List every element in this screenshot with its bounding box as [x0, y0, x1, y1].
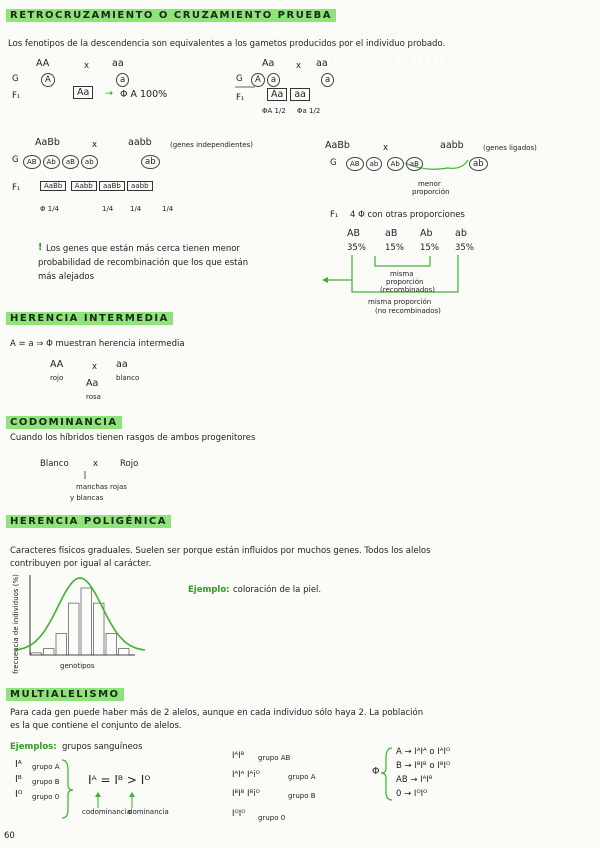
multi-ejemplo: Ejemplos:: [10, 742, 57, 752]
intermedia-parent1-label: rojo: [50, 374, 64, 382]
retro-c2-gamete3: a: [321, 73, 334, 87]
dihib-right-gamete: aB: [406, 157, 423, 171]
multi-geno-symbol: IᴬIᴬ Iᴬiᴼ: [232, 770, 260, 780]
dihib-left-freq: 1/4: [102, 205, 114, 213]
chart-bar: [44, 649, 55, 655]
retro-c2-parent2: aa: [316, 58, 328, 69]
retro-c2-label2: Φa 1/2: [297, 107, 321, 115]
dihib-left-parent2: aabb: [128, 137, 152, 148]
dihib-note-l3: más alejados: [38, 272, 95, 282]
poligenica-xlabel: genotipos: [60, 662, 95, 670]
dihib-right-gamete: AB: [346, 157, 364, 171]
codominancia-result2: y blancas: [70, 494, 104, 502]
multi-geno-symbol: IᴼIᴼ: [232, 809, 246, 819]
poligenica-ejemplo-text: coloración de la piel.: [233, 585, 322, 595]
chart-bar: [106, 633, 117, 655]
dihib-note-bang: !: [38, 242, 43, 253]
dihib-left-g: G: [12, 155, 19, 165]
dihib-left-freq: 1/4: [130, 205, 142, 213]
codominancia-cross: x: [93, 459, 99, 469]
multi-allele-group: grupo A: [32, 763, 60, 771]
codominancia-text: Cuando los híbridos tienen rasgos de ambos progenitores: [10, 433, 256, 443]
multi-relation: Iᴬ = Iᴮ > Iᴼ: [88, 773, 151, 787]
dihib-note-l2: probabilidad de recombinación que los que están: [38, 258, 249, 268]
retro-c1-cross: x: [84, 61, 90, 71]
intermedia-result: Aa: [86, 378, 99, 389]
section-title-intermedia: HERENCIA INTERMEDIA: [6, 312, 173, 325]
multi-allele-symbol: Iᴬ: [15, 759, 22, 770]
multi-ejemplo-text: grupos sanguíneos: [62, 742, 143, 752]
dihib-right-type: aB: [385, 228, 398, 239]
dihib-left-note: (genes independientes): [170, 141, 253, 149]
dihib-right-misma5: (no recombinados): [375, 307, 441, 315]
dihib-left-cross: x: [92, 140, 98, 150]
chart-bar: [69, 603, 80, 655]
dihib-left-result: aaBb: [99, 181, 125, 191]
multi-phi: Φ: [372, 766, 380, 777]
dihib-right-misma1: misma: [390, 270, 414, 278]
dihib-right-pct: 15%: [420, 243, 439, 253]
chart-bar: [31, 653, 42, 655]
multi-pheno: A → IᴬIᴬ o IᴬIᴼ: [396, 747, 451, 757]
dihib-right-note: (genes ligados): [483, 144, 537, 152]
dihib-right-type: ab: [455, 228, 467, 239]
page-number: 60: [4, 831, 15, 841]
retro-c2-result1: Aa: [267, 88, 287, 101]
dihib-right-misma2: proporción: [386, 278, 424, 286]
multi-geno-group: grupo B: [288, 792, 316, 800]
multi-text1: Para cada gen puede haber más de 2 alelos, aunque en cada individuo sólo haya 2. La población: [10, 708, 424, 718]
section-title-poligenica: HERENCIA POLIGÉNICA: [6, 515, 171, 528]
codominancia-result1: manchas rojas: [76, 483, 127, 491]
dihib-right-pct: 35%: [455, 243, 474, 253]
retro-c1-parent2: aa: [112, 58, 124, 69]
dihib-left-gamete: AB: [23, 155, 41, 169]
retro-c2-g: G: [236, 74, 243, 84]
codominancia-parent2: Rojo: [120, 459, 139, 469]
multi-dominancia: dominancia: [128, 808, 169, 816]
dihib-right-gamete: Ab: [387, 157, 404, 171]
multi-allele-group: grupo 0: [32, 793, 60, 801]
section-title-multialelismo: MULTIALELISMO: [6, 688, 124, 701]
retro-c2-result2: aa: [290, 88, 310, 101]
retro-c1-gamete2: a: [116, 73, 129, 87]
dihib-right-cross: x: [383, 143, 389, 153]
retro-c2-cross: x: [296, 61, 302, 71]
chart-bar: [119, 649, 130, 655]
chart-bar: [56, 633, 67, 655]
dihib-right-misma3: (recombinados): [380, 286, 435, 294]
dihib-left-gamete: ab: [141, 155, 160, 169]
intermedia-parent2: aa: [116, 359, 128, 370]
dihib-left-f1: F₁: [12, 183, 21, 193]
retro-c2-gamete1: A: [251, 73, 265, 87]
multi-pheno: AB → IᴬIᴮ: [396, 775, 433, 785]
chart-bar: [81, 588, 92, 655]
dihib-note-l1: Los genes que están más cerca tienen menor: [46, 244, 240, 254]
multi-geno-symbol: IᴬIᴮ: [232, 751, 245, 761]
dihib-right-menor: menor: [418, 180, 441, 188]
dihib-left-result: Aabb: [71, 181, 97, 191]
dihib-right-type: AB: [347, 228, 361, 239]
dihib-right-gamete: ab: [366, 157, 383, 171]
chart-bar: [94, 603, 105, 655]
retro-c1-gamete1: A: [41, 73, 55, 87]
dihib-left-freq: 1/4: [162, 205, 174, 213]
poligenica-ylabel: frecuencia de individuos (%): [12, 574, 20, 674]
poligenica-text1: Caracteres físicos graduales. Suelen ser porque están influidos por muchos genes. Todos los alelos: [10, 546, 431, 556]
intermedia-result-label: rosa: [86, 393, 101, 401]
section-title-codominancia: CODOMINANCIA: [6, 416, 122, 429]
multi-pheno: B → IᴮIᴮ o IᴮIᴼ: [396, 761, 451, 771]
dihib-left-result: AaBb: [40, 181, 66, 191]
multi-allele-symbol: Iᴼ: [15, 789, 23, 800]
dihib-right-proporcion: proporción: [412, 188, 450, 196]
retro-c1-parent1: AA: [36, 58, 50, 69]
multi-geno-symbol: IᴮIᴮ Iᴮiᴼ: [232, 789, 260, 799]
retro-c1-f1: F₁: [12, 91, 21, 101]
intermedia-parent2-label: blanco: [116, 374, 140, 382]
multi-pheno: 0 → IᴼIᴼ: [396, 789, 428, 799]
poligenica-ejemplo: Ejemplo:: [188, 585, 230, 595]
dihib-right-fline: 4 Φ con otras proporciones: [350, 210, 465, 220]
intermedia-cross: x: [92, 362, 98, 372]
dihib-right-f1: F₁: [330, 210, 339, 220]
dihib-right-parent2: aabb: [440, 140, 464, 151]
poligenica-text2: contribuyen por igual al carácter.: [10, 559, 152, 569]
retro-c2-f1: F₁: [236, 93, 245, 103]
multi-geno-group: grupo 0: [258, 814, 286, 822]
multi-allele-group: grupo B: [32, 778, 60, 786]
dihib-left-gamete: ab: [81, 155, 98, 169]
dihib-right-pct: 35%: [347, 243, 366, 253]
retro-c1-g: G: [12, 74, 19, 84]
multi-geno-group: grupo A: [288, 773, 316, 781]
dihib-right-parent1: AaBb: [325, 140, 350, 151]
codominancia-parent1: Blanco: [40, 459, 69, 469]
multi-geno-group: grupo AB: [258, 754, 291, 762]
dihib-left-freq: Φ 1/4: [40, 205, 60, 213]
retro-c2-label1: ΦA 1/2: [262, 107, 286, 115]
dihib-left-parent1: AaBb: [35, 137, 60, 148]
retro-c1-result: Aa: [73, 86, 93, 99]
dihib-left-gamete: aB: [62, 155, 79, 169]
intermedia-line: A = a ⇒ Φ muestran herencia intermedia: [10, 339, 185, 349]
dihib-right-gamete: ab: [469, 157, 488, 171]
multi-allele-symbol: Iᴮ: [15, 774, 22, 785]
multi-codominancia: codominancia: [82, 808, 131, 816]
intermedia-parent1: AA: [50, 359, 64, 370]
dihib-right-type: Ab: [420, 228, 433, 239]
section-title-retrocruzamiento: RETROCRUZAMIENTO O CRUZAMIENTO PRUEBA: [6, 9, 336, 22]
retro-c2-gamete2: a: [267, 73, 280, 87]
dihib-right-g: G: [330, 158, 337, 168]
retro-description: Los fenotipos de la descendencia son equivalentes a los gametos producidos por el individuo probado.: [8, 39, 446, 49]
retro-c2-parent1: Aa: [262, 58, 275, 69]
dihib-right-pct: 15%: [385, 243, 404, 253]
dihib-left-gamete: Ab: [43, 155, 60, 169]
dihib-right-misma4: misma proporción: [368, 298, 432, 306]
retro-c1-pct: Φ A 100%: [120, 89, 168, 100]
retro-c1-arrow: →: [105, 88, 113, 99]
chart-normal-curve: [15, 578, 145, 650]
multi-text2: es la que contiene el conjunto de alelos.: [10, 721, 182, 731]
dihib-left-result: aabb: [127, 181, 152, 191]
